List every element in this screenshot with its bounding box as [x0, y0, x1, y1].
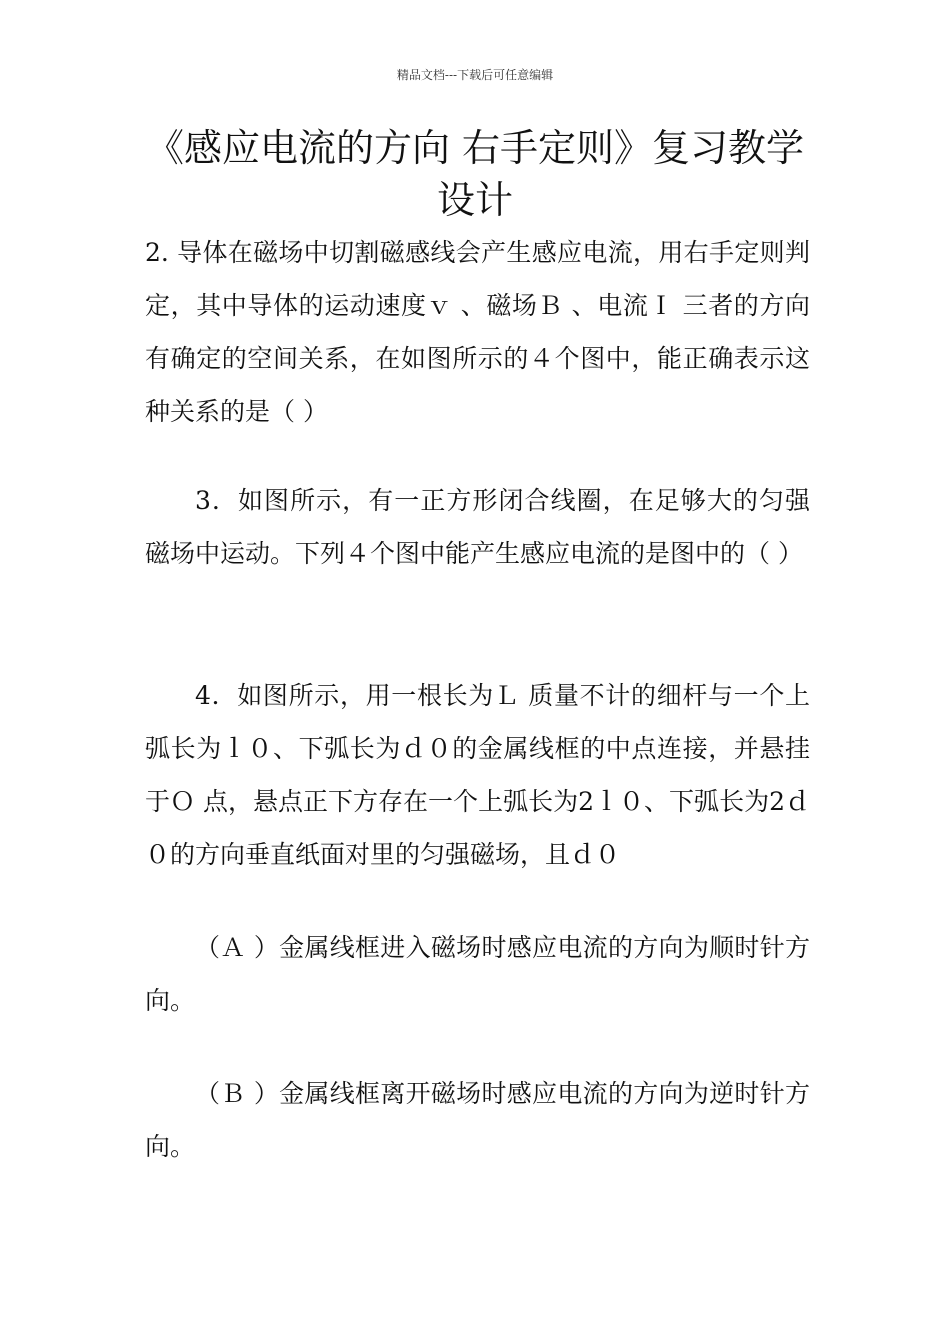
question-2: 2. 导体在磁场中切割磁感线会产生感应电流，用右手定则判定，其中导体的运动速度ｖ 、磁场Ｂ 、电流Ｉ 三者的方向有确定的空间关系，在如图所示的４个图中，能正确表示这种关系的是（ ）	[145, 238, 810, 426]
question-3: 3．如图所示，有一正方形闭合线圈，在足够大的匀强磁场中运动。下列４个图中能产生感应电流的是图中的（ ）	[145, 486, 810, 568]
header-note: 精品文档---下载后可任意编辑	[396, 68, 554, 82]
option-b: （Ｂ ）金属线框离开磁场时感应电流的方向为逆时针方向。	[145, 1079, 810, 1161]
question-4: 4．如图所示，用一根长为Ｌ 质量不计的细杆与一个上弧长为ｌ０、下弧长为ｄ０的金属线框的中点连接，并悬挂于Ｏ 点，悬点正下方存在一个上弧长为2ｌ０、下弧长为2ｄ０的方向垂直纸面对里的匀强磁场，且ｄ０	[145, 681, 810, 869]
option-a: （Ａ ）金属线框进入磁场时感应电流的方向为顺时针方向。	[145, 933, 810, 1015]
document-title: 《感应电流的方向 右手定则》复习教学设计	[145, 126, 805, 222]
